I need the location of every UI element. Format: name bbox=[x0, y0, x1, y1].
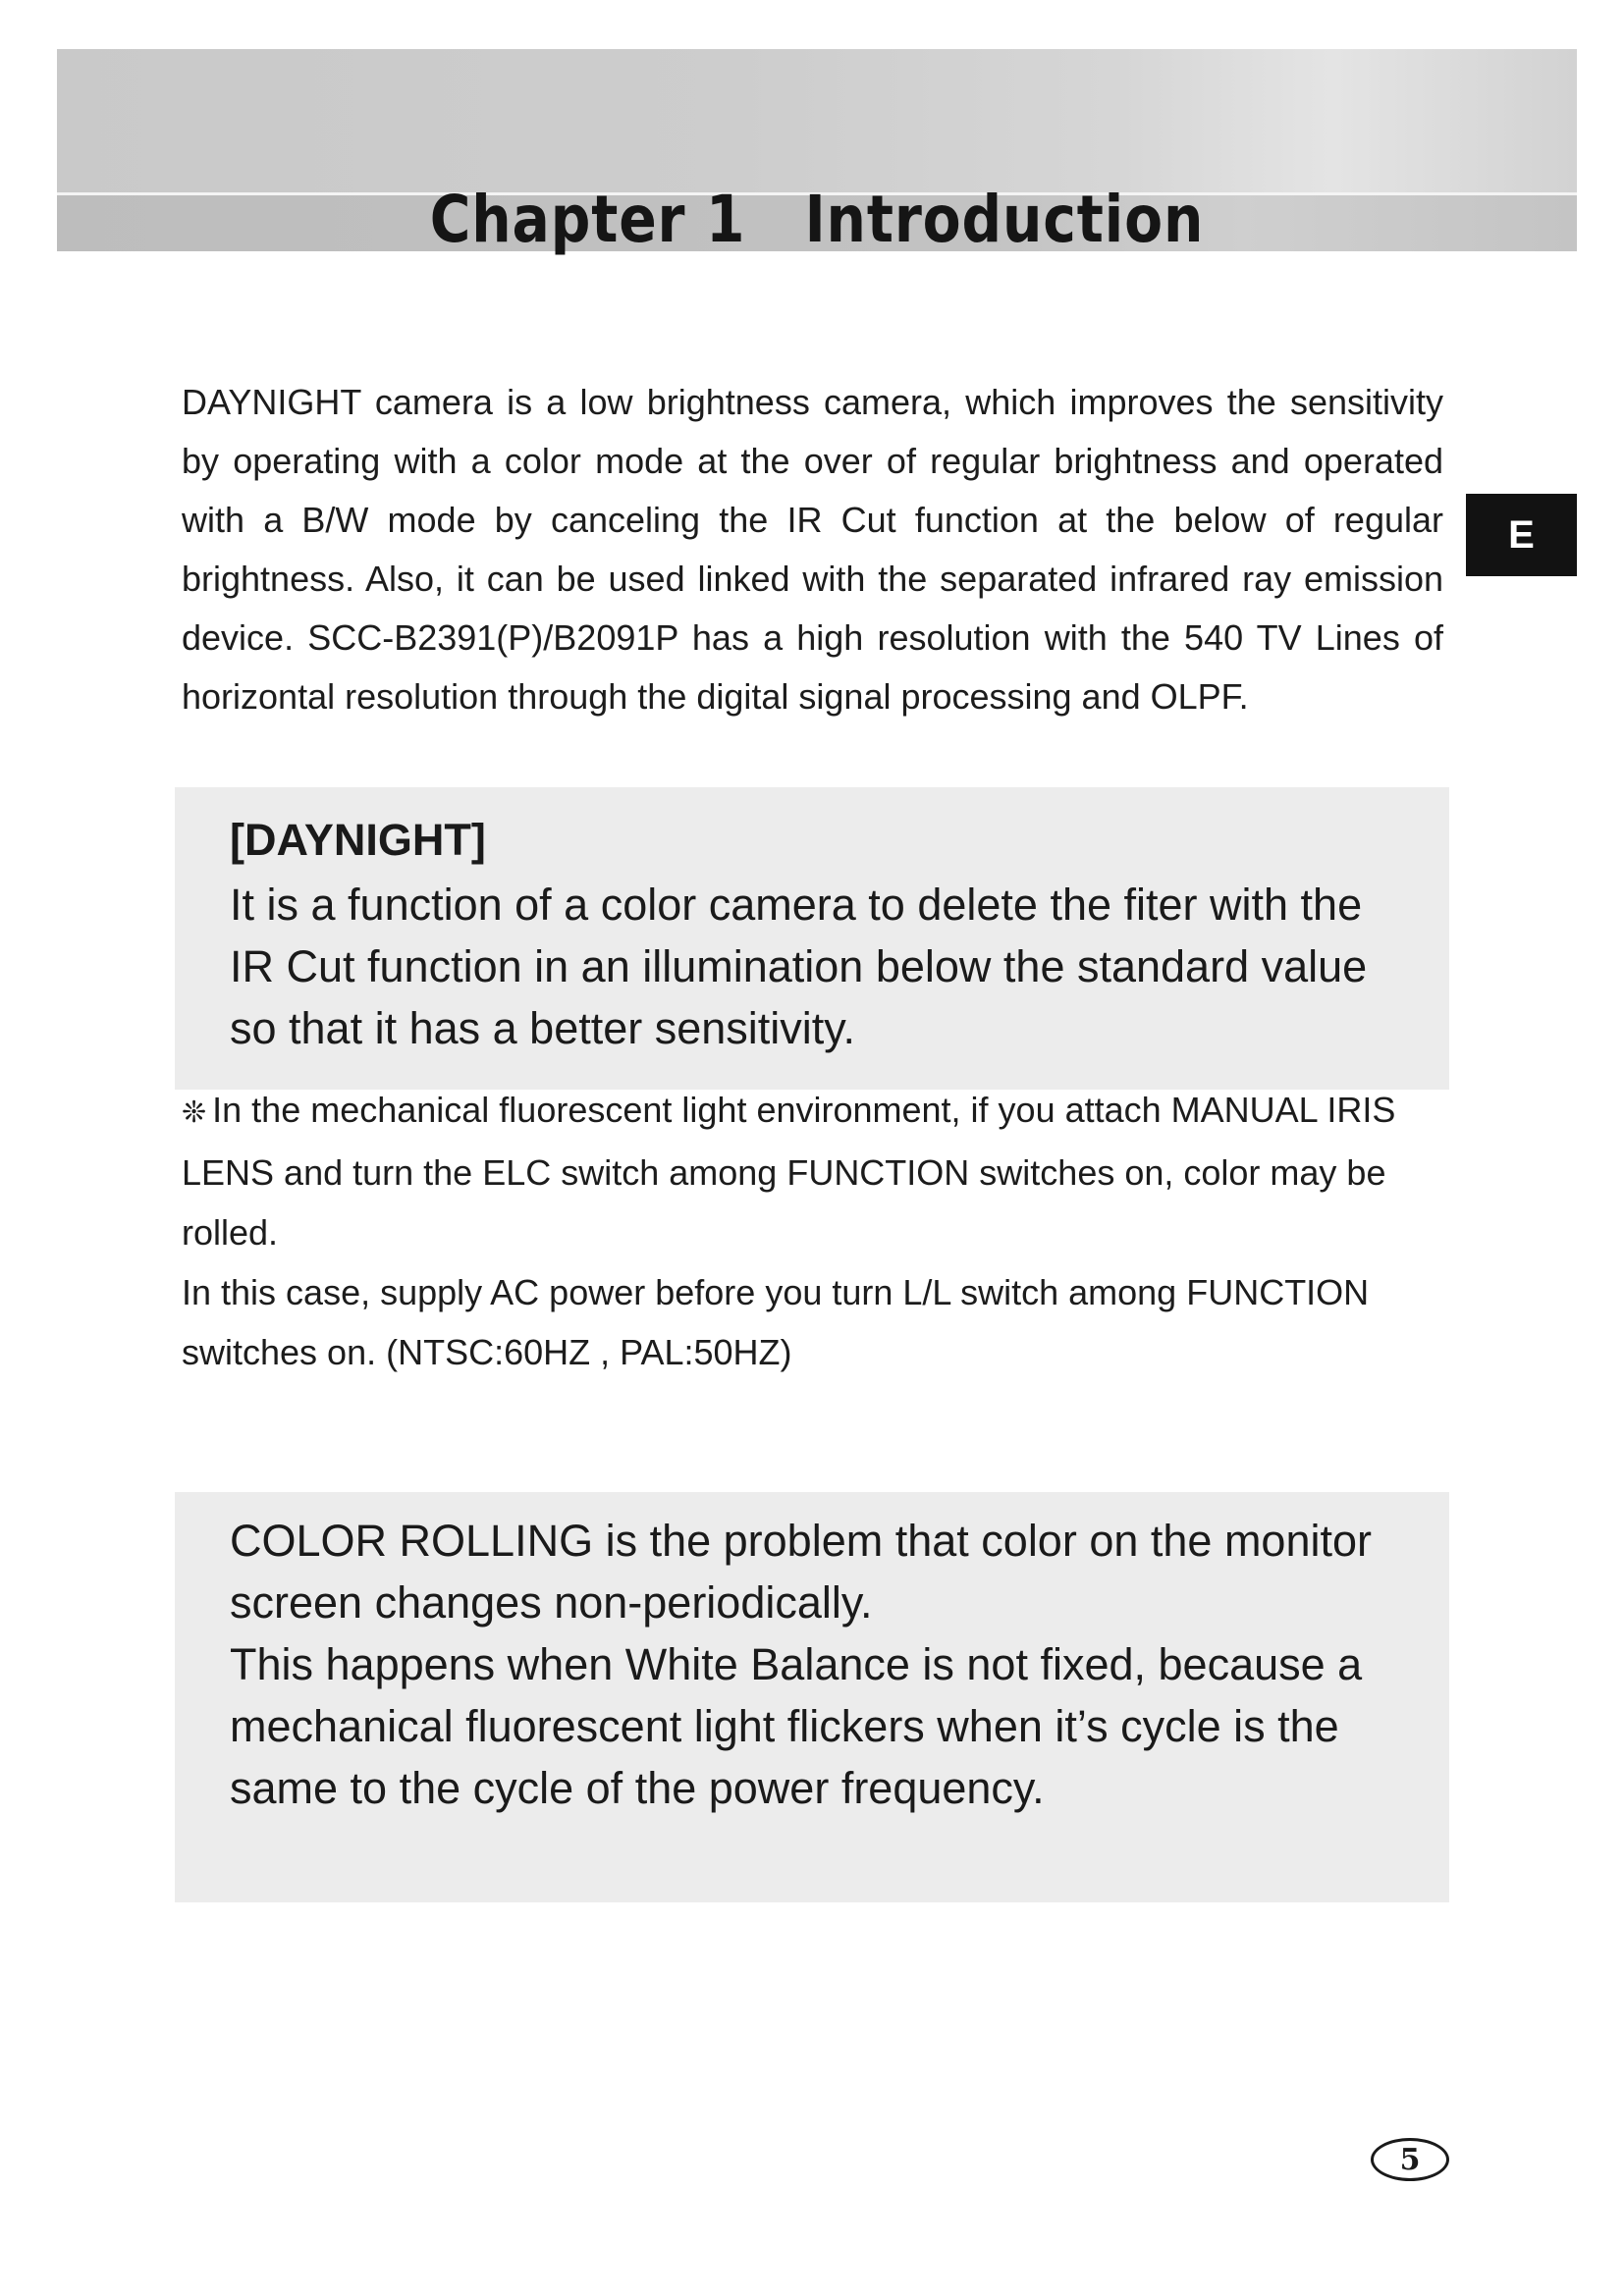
note-mark-icon: ❊ bbox=[182, 1096, 207, 1129]
note-line-2: In this case, supply AC power before you turn L/L switch among FUNCTION switches on. (NTSC:60HZ , PAL:50HZ) bbox=[182, 1272, 1370, 1372]
chapter-title bbox=[163, 182, 1470, 257]
chapter-label: Chapter 1 bbox=[429, 182, 746, 257]
intro-paragraph: DAYNIGHT camera is a low brightness camera, which improves the sensitivity by operating with a color mode at the over of regular brightness and operated with a B/W mode by canceling the IR Cut function at the below of regular brightness. Also, it can be used linked with the separated infrared ray emission device. SCC-B2391(P)/B2091P has a high resolution with the 540 TV Lines of horizontal resolution through the digital signal processing and OLPF. bbox=[182, 382, 1443, 717]
page-number: 5 bbox=[1371, 2138, 1449, 2181]
color-rolling-text bbox=[230, 1510, 1410, 1819]
chapter-name: Introduction bbox=[804, 182, 1205, 257]
note-line-1 bbox=[182, 1080, 1419, 1262]
chapter-header-band bbox=[57, 49, 1577, 257]
daynight-heading: [DAYNIGHT] bbox=[230, 815, 486, 865]
color-rolling-paragraph-1: COLOR ROLLING is the problem that color on the monitor screen changes non-periodically. bbox=[230, 1516, 1372, 1628]
daynight-definition-box bbox=[175, 787, 1449, 1090]
fluorescent-light-note bbox=[182, 1080, 1419, 1382]
daynight-definition-text: It is a function of a color camera to delete the fiter with the IR Cut function in an illumination below the standard value so that it has a better sensitivity. bbox=[230, 880, 1368, 1053]
note-line-1-text: In the mechanical fluorescent light environment, if you attach MANUAL IRIS LENS and turn the ELC switch among FUNCTION switches on, color may be rolled. bbox=[182, 1090, 1396, 1253]
color-rolling-paragraph-2: This happens when White Balance is not fixed, because a mechanical fluorescent light flickers when it’s cycle is the same to the cycle of the power frequency. bbox=[230, 1639, 1363, 1813]
color-rolling-box bbox=[175, 1492, 1449, 1902]
language-tab: E bbox=[1466, 494, 1577, 576]
